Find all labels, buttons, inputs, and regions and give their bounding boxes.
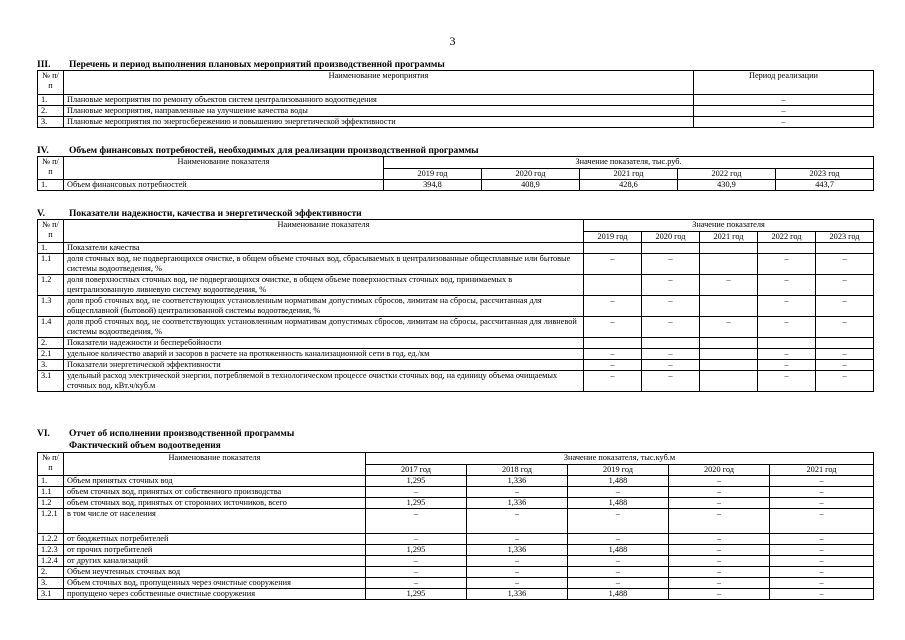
year-header: 2020 год bbox=[642, 232, 700, 243]
header-period: Период реализации bbox=[694, 71, 874, 95]
row-value: 1,295 bbox=[366, 498, 467, 509]
table-row bbox=[38, 180, 874, 191]
section4-number: IV. bbox=[37, 146, 49, 156]
row-value: – bbox=[758, 317, 816, 338]
year-header: 2022 год bbox=[758, 232, 816, 243]
row-value: – bbox=[816, 349, 874, 360]
row-name: Плановые мероприятия, направленные на улучшение качества воды bbox=[64, 106, 694, 117]
section3-number: III. bbox=[37, 60, 51, 70]
year-header: 2020 год bbox=[669, 465, 770, 476]
year-header: 2017 год bbox=[366, 465, 467, 476]
row-value: – bbox=[770, 545, 874, 556]
row-value: – bbox=[568, 556, 669, 567]
row-value: – bbox=[584, 349, 642, 360]
table-row bbox=[38, 95, 874, 106]
row-value: – bbox=[584, 254, 642, 275]
row-number: 3. bbox=[38, 360, 64, 371]
header-name: Наименование показателя bbox=[64, 157, 384, 180]
row-name: удельное количество аварий и засоров в расчете на протяженность канализационной сети в год, ед./км bbox=[64, 349, 584, 360]
page-number: 3 bbox=[449, 34, 456, 48]
row-value: 1,336 bbox=[467, 476, 568, 487]
row-number: 3. bbox=[38, 578, 64, 589]
row-value: – bbox=[642, 254, 700, 275]
row-value: 428,6 bbox=[580, 180, 678, 191]
row-value: – bbox=[669, 545, 770, 556]
row-value: – bbox=[568, 534, 669, 545]
row-number: 1. bbox=[38, 180, 64, 191]
table-row bbox=[38, 567, 874, 578]
row-value bbox=[700, 360, 758, 371]
section5-title: Показатели надежности, качества и энергетической эффективности bbox=[69, 209, 362, 219]
table-row bbox=[38, 275, 874, 296]
row-value: – bbox=[467, 556, 568, 567]
section5-heading bbox=[37, 209, 362, 219]
row-value: – bbox=[669, 578, 770, 589]
table-row bbox=[38, 545, 874, 556]
row-value: – bbox=[669, 487, 770, 498]
row-value bbox=[816, 338, 874, 349]
table-row bbox=[38, 589, 874, 600]
row-number: 1.3 bbox=[38, 296, 64, 317]
table-row bbox=[38, 349, 874, 360]
year-header: 2020 год bbox=[482, 169, 580, 180]
section4-header-row bbox=[38, 157, 874, 169]
row-name: Плановые мероприятия по ремонту объектов систем централизованного водоотведения bbox=[64, 95, 694, 106]
row-value bbox=[700, 296, 758, 317]
row-value: – bbox=[669, 556, 770, 567]
row-value: – bbox=[467, 578, 568, 589]
header-no: № п/п bbox=[38, 453, 64, 476]
row-value: – bbox=[642, 296, 700, 317]
row-value bbox=[584, 338, 642, 349]
row-value: – bbox=[642, 349, 700, 360]
row-number: 2. bbox=[38, 338, 64, 349]
row-name: доля поверхностных сточных вод, не подвергающихся очистке, в общем объеме поверхностных сточных вод, принимаемых в централизованную ливневую систему водоотведения, % bbox=[64, 275, 584, 296]
row-number: 1.2.2 bbox=[38, 534, 64, 545]
year-header: 2021 год bbox=[580, 169, 678, 180]
row-value: – bbox=[366, 509, 467, 534]
row-name: Показатели надежности и бесперебойности bbox=[64, 338, 584, 349]
row-value: 1,488 bbox=[568, 589, 669, 600]
row-value bbox=[700, 243, 758, 254]
section4-heading bbox=[37, 146, 479, 156]
row-value: – bbox=[669, 567, 770, 578]
row-number: 2. bbox=[38, 106, 64, 117]
row-name: Объем финансовых потребностей bbox=[64, 180, 384, 191]
row-value: – bbox=[770, 476, 874, 487]
row-value: – bbox=[758, 296, 816, 317]
row-value: – bbox=[669, 498, 770, 509]
row-name: Показатели качества bbox=[64, 243, 584, 254]
row-value: – bbox=[770, 589, 874, 600]
row-number: 3. bbox=[38, 117, 64, 128]
row-value: – bbox=[816, 371, 874, 392]
section6-subtitle: Фактический объем водоотведения bbox=[69, 441, 221, 451]
row-value: – bbox=[758, 349, 816, 360]
row-value bbox=[700, 371, 758, 392]
row-value: – bbox=[642, 317, 700, 338]
row-value: – bbox=[700, 275, 758, 296]
row-value: – bbox=[758, 360, 816, 371]
row-value bbox=[700, 338, 758, 349]
row-value bbox=[584, 275, 642, 296]
row-value bbox=[758, 243, 816, 254]
row-number: 1.4 bbox=[38, 317, 64, 338]
row-name: пропущено через собственные очистные сооружения bbox=[64, 589, 366, 600]
section5-table bbox=[37, 219, 874, 392]
row-value: 1,295 bbox=[366, 545, 467, 556]
row-value: – bbox=[467, 509, 568, 534]
table-row bbox=[38, 296, 874, 317]
row-value: 394,8 bbox=[384, 180, 482, 191]
row-value: – bbox=[584, 296, 642, 317]
table-row bbox=[38, 117, 874, 128]
row-value: – bbox=[366, 567, 467, 578]
row-name: в том числе от населения bbox=[64, 509, 366, 534]
row-value: – bbox=[669, 476, 770, 487]
row-name: от других канализаций bbox=[64, 556, 366, 567]
row-number: 1.2.1 bbox=[38, 509, 64, 534]
row-name: объем сточных вод, принятых от сторонних источников, всего bbox=[64, 498, 366, 509]
row-value: – bbox=[584, 317, 642, 338]
year-header: 2022 год bbox=[678, 169, 776, 180]
row-name: доля проб сточных вод, не соответствующих установленным нормативам допустимых сбросов, лимитам на сбросы, рассчитанная для общесплавной (бытовой) централизованной системы водоотведения, % bbox=[64, 296, 584, 317]
row-number: 2.1 bbox=[38, 349, 64, 360]
row-value: 1,295 bbox=[366, 589, 467, 600]
header-value: Значение показателя, тыс.куб.м bbox=[366, 453, 874, 465]
section6-header-row bbox=[38, 453, 874, 465]
row-value: – bbox=[568, 487, 669, 498]
row-value: – bbox=[816, 254, 874, 275]
row-value: – bbox=[770, 534, 874, 545]
row-value: – bbox=[642, 360, 700, 371]
table-row bbox=[38, 556, 874, 567]
row-value: 1,488 bbox=[568, 545, 669, 556]
row-value: – bbox=[816, 360, 874, 371]
year-header: 2023 год bbox=[816, 232, 874, 243]
table-row bbox=[38, 578, 874, 589]
year-header: 2019 год bbox=[568, 465, 669, 476]
row-value: – bbox=[816, 296, 874, 317]
row-value bbox=[642, 338, 700, 349]
table-row bbox=[38, 476, 874, 487]
row-value: – bbox=[366, 487, 467, 498]
table-row bbox=[38, 534, 874, 545]
row-value: – bbox=[669, 509, 770, 534]
row-value: – bbox=[467, 534, 568, 545]
table-row bbox=[38, 487, 874, 498]
row-number: 1.1 bbox=[38, 487, 64, 498]
row-number: 3.1 bbox=[38, 589, 64, 600]
header-no: № п/п bbox=[38, 71, 64, 95]
row-value: – bbox=[584, 371, 642, 392]
row-value: – bbox=[642, 371, 700, 392]
row-name: Объем принятых сточных вод bbox=[64, 476, 366, 487]
row-period: – bbox=[694, 95, 874, 106]
row-value: – bbox=[669, 589, 770, 600]
row-period: – bbox=[694, 117, 874, 128]
table-row bbox=[38, 371, 874, 392]
header-no: № п/п bbox=[38, 220, 64, 243]
row-value: – bbox=[758, 371, 816, 392]
year-header: 2023 год bbox=[776, 169, 874, 180]
row-number: 1.1 bbox=[38, 254, 64, 275]
row-name: Плановые мероприятия по энергосбережению и повышению энергетической эффективности bbox=[64, 117, 694, 128]
row-value bbox=[584, 243, 642, 254]
row-number: 1. bbox=[38, 95, 64, 106]
year-header: 2019 год bbox=[384, 169, 482, 180]
row-value: 1,488 bbox=[568, 498, 669, 509]
row-name: Показатели энергетической эффективности bbox=[64, 360, 584, 371]
section3-heading bbox=[37, 60, 445, 70]
row-value bbox=[758, 338, 816, 349]
section6-title: Отчет об исполнении производственной программы bbox=[69, 429, 295, 439]
row-value: – bbox=[366, 578, 467, 589]
row-value: – bbox=[642, 275, 700, 296]
row-value: – bbox=[770, 509, 874, 534]
header-name: Наименование мероприятия bbox=[64, 71, 694, 95]
year-header: 2018 год bbox=[467, 465, 568, 476]
row-value: – bbox=[700, 317, 758, 338]
row-number: 1. bbox=[38, 243, 64, 254]
row-value: – bbox=[568, 578, 669, 589]
row-value bbox=[816, 243, 874, 254]
row-value: – bbox=[758, 275, 816, 296]
section6-table bbox=[37, 452, 874, 600]
header-value: Значение показателя, тыс.руб. bbox=[384, 157, 874, 169]
row-value: – bbox=[770, 578, 874, 589]
row-number: 1. bbox=[38, 476, 64, 487]
row-number: 1.2 bbox=[38, 275, 64, 296]
row-value: 1,336 bbox=[467, 545, 568, 556]
row-value: – bbox=[467, 567, 568, 578]
section4-title: Объем финансовых потребностей, необходимых для реализации производственной программы bbox=[69, 146, 479, 156]
year-header: 2019 год bbox=[584, 232, 642, 243]
row-number: 1.2.3 bbox=[38, 545, 64, 556]
table-row bbox=[38, 243, 874, 254]
row-value: – bbox=[366, 534, 467, 545]
row-number: 2. bbox=[38, 567, 64, 578]
row-name: от бюджетных потребителей bbox=[64, 534, 366, 545]
header-value: Значение показателя bbox=[584, 220, 874, 232]
row-value: – bbox=[816, 275, 874, 296]
row-value: 1,336 bbox=[467, 498, 568, 509]
row-name: Объем сточных вод, пропущенных через очистные сооружения bbox=[64, 578, 366, 589]
row-number: 3.1 bbox=[38, 371, 64, 392]
row-value: – bbox=[669, 534, 770, 545]
row-value: – bbox=[568, 567, 669, 578]
table-row bbox=[38, 498, 874, 509]
row-value: – bbox=[770, 487, 874, 498]
row-name: доля проб сточных вод, не соответствующих установленным нормативам допустимых сбросов, лимитам на сбросы, рассчитанная для ливневой системы водоотведения, % bbox=[64, 317, 584, 338]
table-row bbox=[38, 254, 874, 275]
section4-table bbox=[37, 156, 874, 191]
row-name: от прочих потребителей bbox=[64, 545, 366, 556]
section3-table bbox=[37, 70, 874, 128]
row-value bbox=[642, 243, 700, 254]
section6-number: VI. bbox=[37, 429, 50, 439]
row-value: – bbox=[467, 487, 568, 498]
year-header: 2021 год bbox=[770, 465, 874, 476]
row-value: – bbox=[366, 556, 467, 567]
row-value bbox=[700, 349, 758, 360]
section5-header-row bbox=[38, 220, 874, 232]
row-value: – bbox=[770, 567, 874, 578]
header-name: Наименование показателя bbox=[64, 453, 366, 476]
section3-header-row bbox=[38, 71, 874, 95]
table-row bbox=[38, 338, 874, 349]
table-row bbox=[38, 106, 874, 117]
table-row bbox=[38, 317, 874, 338]
section6-heading bbox=[37, 429, 294, 439]
row-value: 443,7 bbox=[776, 180, 874, 191]
row-name: объем сточных вод, принятых от собственного производства bbox=[64, 487, 366, 498]
row-value: – bbox=[816, 317, 874, 338]
header-no: № п/п bbox=[38, 157, 64, 180]
row-value: – bbox=[758, 254, 816, 275]
row-value: 1,336 bbox=[467, 589, 568, 600]
row-number: 1.2 bbox=[38, 498, 64, 509]
section5-number: V. bbox=[37, 209, 46, 219]
row-value: – bbox=[770, 498, 874, 509]
row-name: удельный расход электрической энергии, потребляемой в технологическом процессе очистки сточных вод, на единицу объема очищаемых сточных вод, кВт.ч/куб.м bbox=[64, 371, 584, 392]
row-value: 1,295 bbox=[366, 476, 467, 487]
row-number: 1.2.4 bbox=[38, 556, 64, 567]
row-value: – bbox=[584, 360, 642, 371]
row-value: – bbox=[568, 509, 669, 534]
row-value: 408,9 bbox=[482, 180, 580, 191]
row-period: – bbox=[694, 106, 874, 117]
table-row bbox=[38, 509, 874, 534]
table-row bbox=[38, 360, 874, 371]
row-value: 1,488 bbox=[568, 476, 669, 487]
row-value: 430,9 bbox=[678, 180, 776, 191]
row-value: – bbox=[770, 556, 874, 567]
row-name: доля сточных вод, не подвергающихся очистке, в общем объеме сточных вод, сбрасываемых в централизованные общесплавные или бытовые системы водоотведения, % bbox=[64, 254, 584, 275]
section3-title: Перечень и период выполнения плановых мероприятий производственной программы bbox=[69, 60, 445, 70]
year-header: 2021 год bbox=[700, 232, 758, 243]
row-name: Объем неучтенных сточных вод bbox=[64, 567, 366, 578]
header-name: Наименование показателя bbox=[64, 220, 584, 243]
row-value bbox=[700, 254, 758, 275]
